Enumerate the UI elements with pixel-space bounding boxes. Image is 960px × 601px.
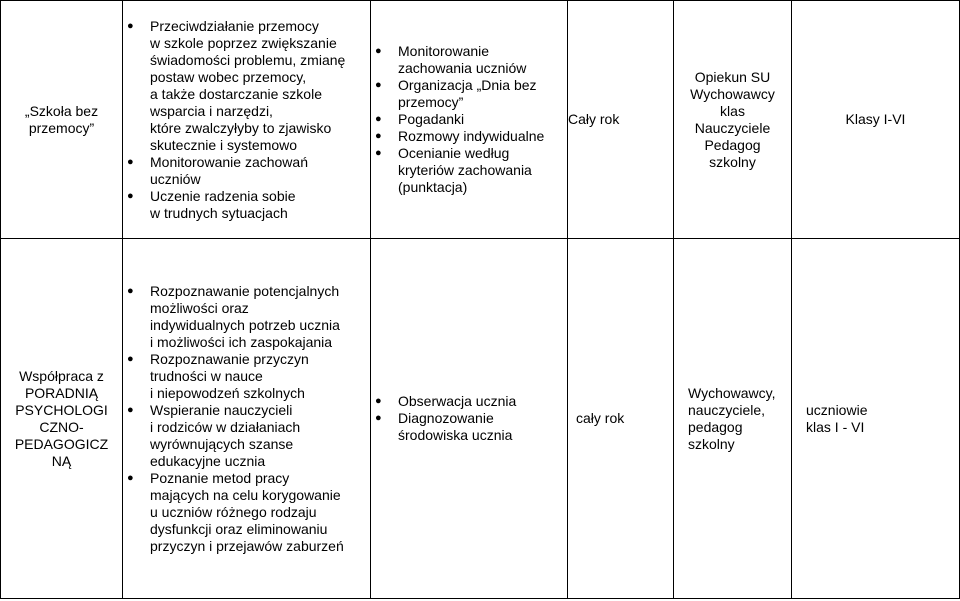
tasks-list xyxy=(123,18,370,222)
area-cell: Współpraca z PORADNIĄ PSYCHOLOGI CZNO- PEDAGOGICZ NĄ xyxy=(1,239,123,599)
table-row xyxy=(1,1,960,239)
bullet-icon: ● xyxy=(127,19,134,32)
bullet-icon: ● xyxy=(127,352,134,365)
methods-cell xyxy=(371,239,568,599)
list-item: ● Ocenianie według kryteriów zachowania (punktacja) xyxy=(375,145,532,195)
bullet-icon: ● xyxy=(375,147,382,159)
bullet-icon: ● xyxy=(127,155,134,168)
audience-cell: Klasy I-VI xyxy=(792,1,960,239)
list-item: ● Przeciwdziałanie przemocy w szkole poprzez zwiększanie świadomości problemu, zmianę postaw wobec przemocy, a także dostarczanie szkole wsparcia i narzędzi, które zwalczyłyby to zjawisko skutecznie i systemowo xyxy=(127,17,346,153)
bullet-icon: ● xyxy=(375,79,382,91)
bullet-icon: ● xyxy=(127,189,134,202)
bullet-icon: ● xyxy=(375,395,382,407)
bullet-icon: ● xyxy=(375,113,382,125)
list-item: ● Monitorowanie zachowania uczniów xyxy=(375,43,527,76)
list-item: ● Obserwacja ucznia xyxy=(375,393,517,409)
table-row xyxy=(1,239,960,599)
methods-list xyxy=(371,393,567,444)
list-item: ● Rozmowy indywidualne xyxy=(375,128,545,144)
tasks-cell xyxy=(123,1,371,239)
list-item: ● Pogadanki xyxy=(375,111,465,127)
list-item: ● Uczenie radzenia sobie w trudnych sytuacjach xyxy=(127,187,296,221)
bullet-icon: ● xyxy=(375,45,382,57)
list-item: ● Wspieranie nauczycieli i rodziców w działaniach wyrównujących szanse edukacyjne ucznia xyxy=(127,401,301,469)
term-cell: cały rok xyxy=(568,239,674,599)
methods-list xyxy=(371,43,567,196)
area-cell: „Szkoła bez przemocy” xyxy=(1,1,123,239)
methods-cell xyxy=(371,1,568,239)
list-item: ● Rozpoznawanie przyczyn trudności w nauce i niepowodzeń szkolnych xyxy=(127,350,309,401)
tasks-cell xyxy=(123,239,371,599)
responsible-cell: Opiekun SU Wychowawcy klas Nauczyciele Pedagog szkolny xyxy=(674,1,792,239)
list-item: ● Diagnozowanie środowiska ucznia xyxy=(375,410,513,443)
tasks-list xyxy=(123,283,370,555)
bullet-icon: ● xyxy=(127,403,134,416)
bullet-icon: ● xyxy=(375,412,382,424)
list-item: ● Rozpoznawanie potencjalnych możliwości oraz indywidualnych potrzeb ucznia i możliwości ich zaspokajania xyxy=(127,282,340,350)
bullet-icon: ● xyxy=(127,471,134,484)
bullet-icon: ● xyxy=(375,130,382,142)
term-cell: Cały rok xyxy=(568,1,674,239)
responsible-cell: Wychowawcy, nauczyciele, pedagog szkolny xyxy=(674,239,792,599)
audience-cell: uczniowie klas I - VI xyxy=(792,239,960,599)
list-item: ● Poznanie metod pracy mających na celu korygowanie u uczniów różnego rodzaju dysfunkcji oraz eliminowaniu przyczyn i przejawów zaburzeń xyxy=(127,469,344,554)
bullet-icon: ● xyxy=(127,284,134,297)
list-item: ● Organizacja „Dnia bez przemocy” xyxy=(375,77,537,110)
list-item: ● Monitorowanie zachowań uczniów xyxy=(127,153,308,187)
